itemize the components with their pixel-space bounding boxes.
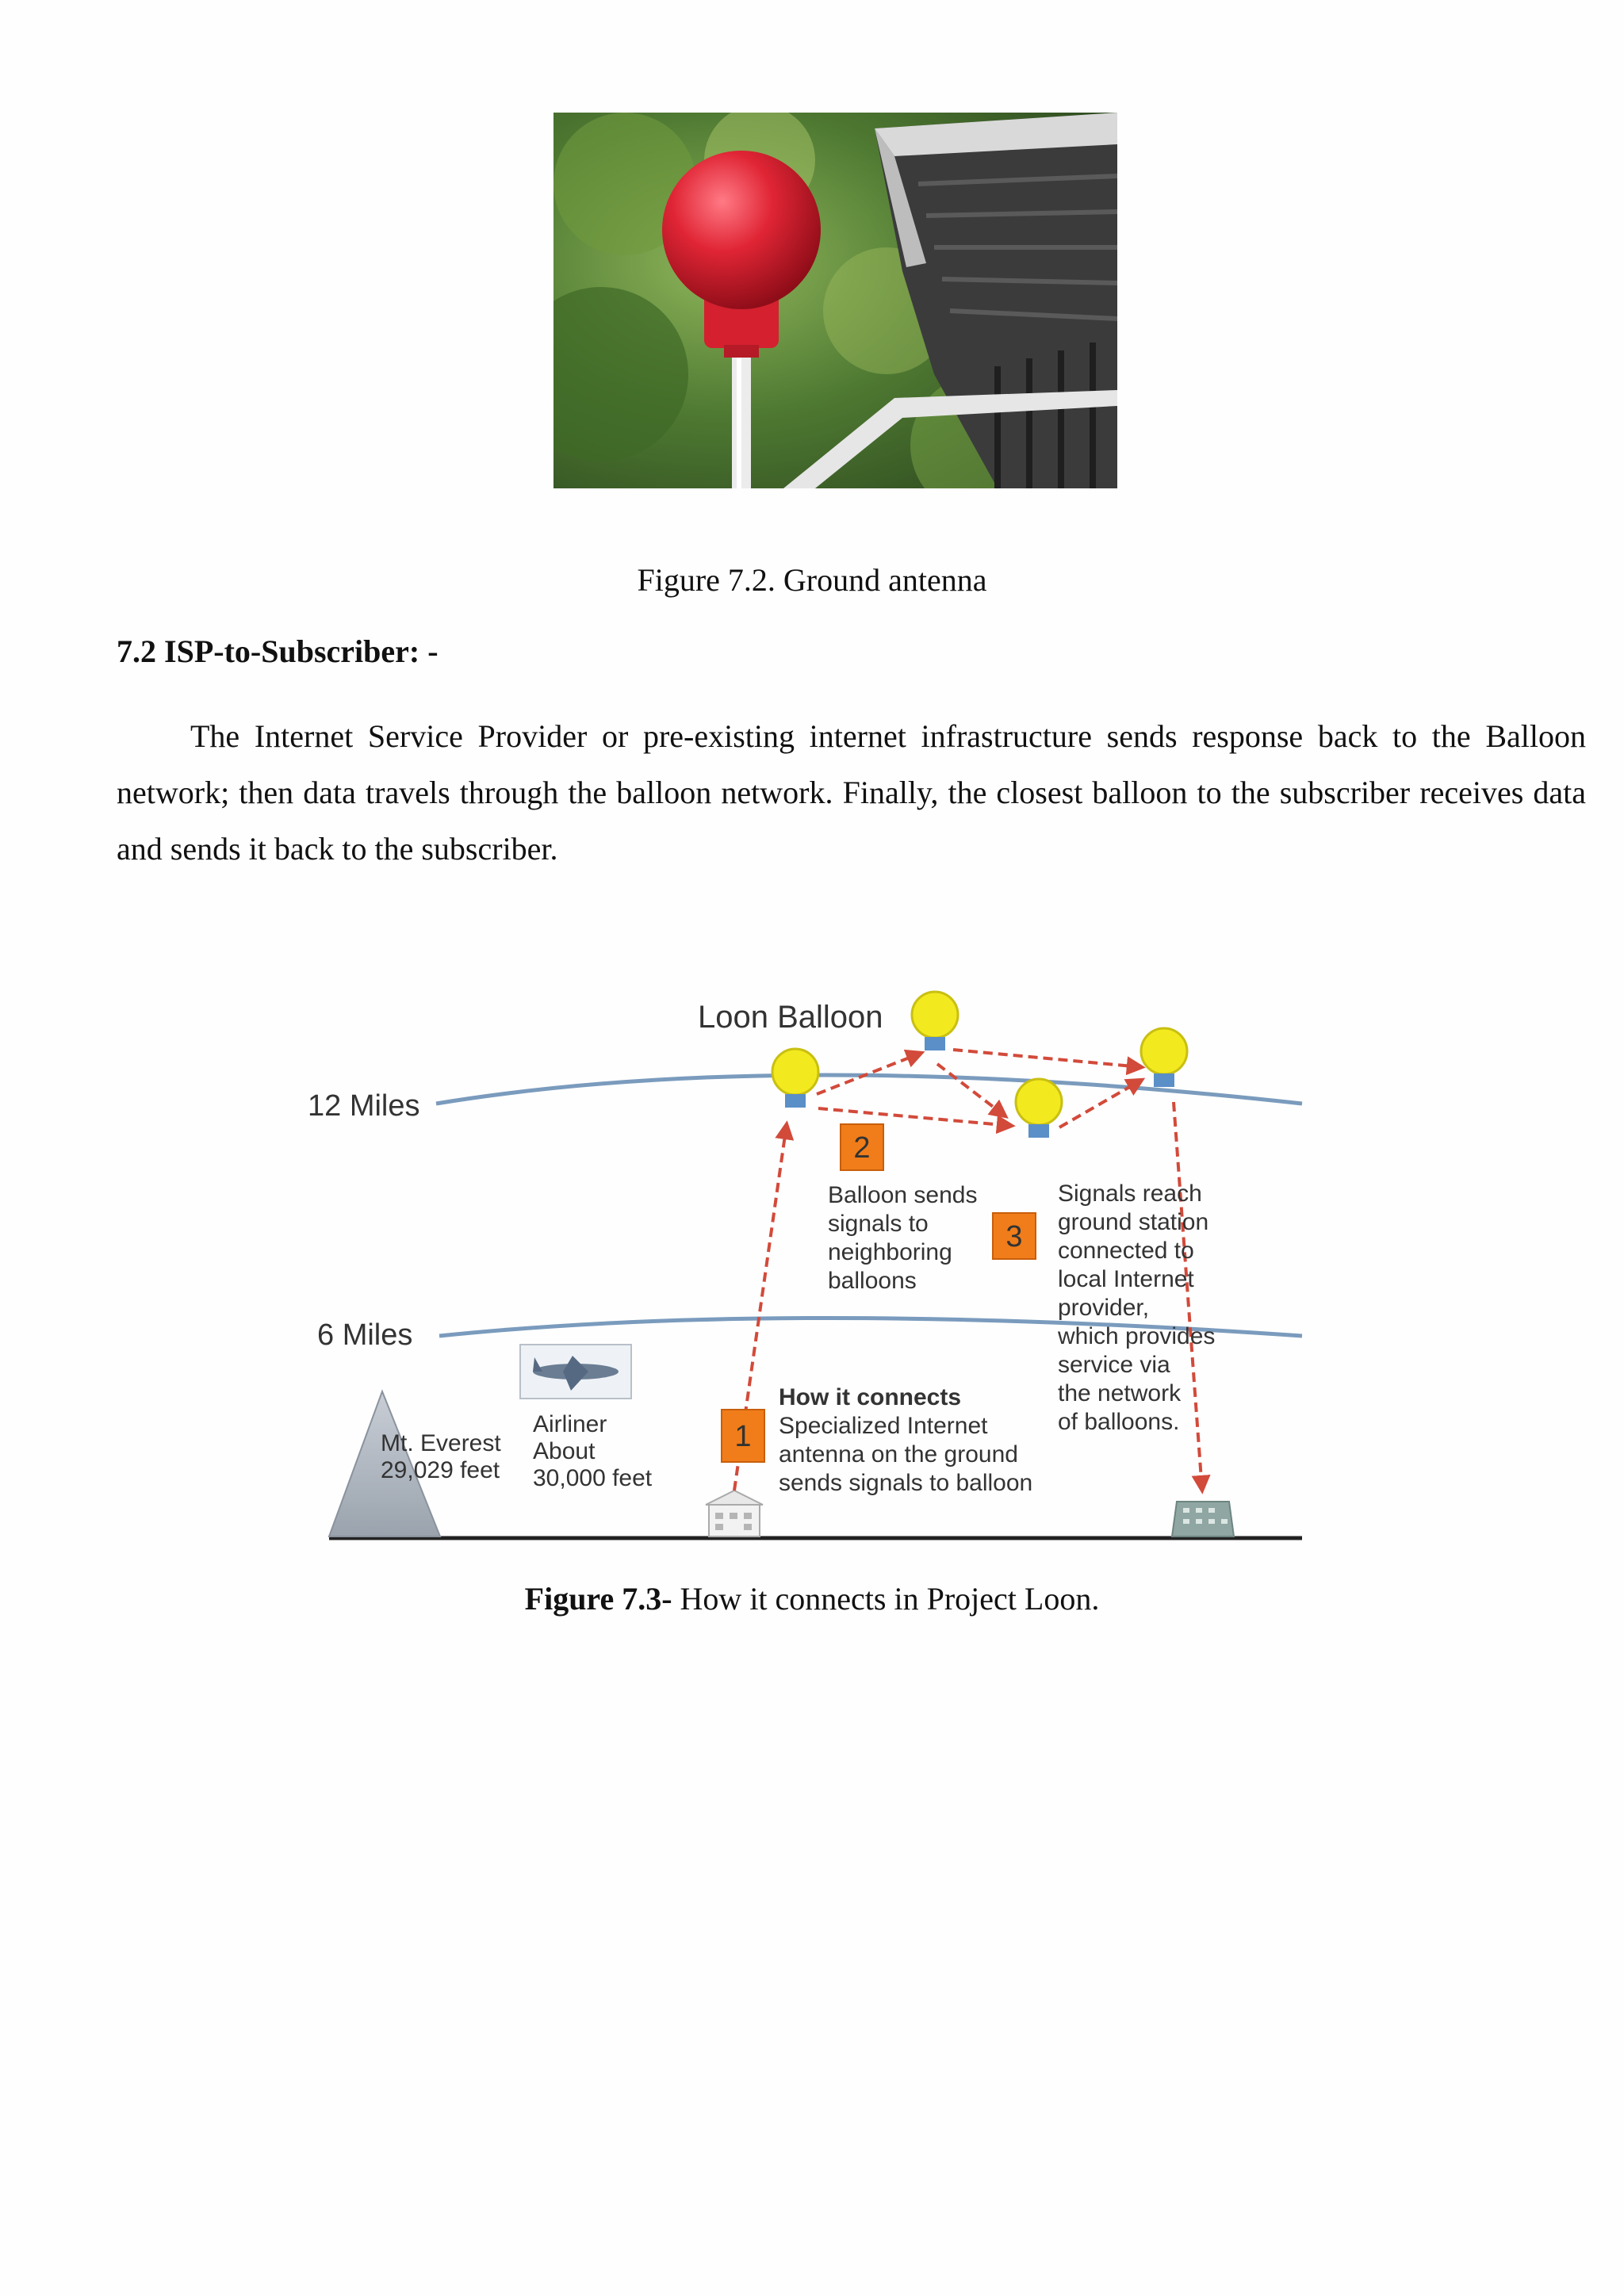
label-everest-name: Mt. Everest — [381, 1430, 501, 1456]
step-3-text: ground station — [1058, 1209, 1209, 1235]
step-2-text: Balloon sends — [828, 1182, 978, 1208]
step-3-text: Signals reach — [1058, 1181, 1202, 1207]
label-everest-height: 29,029 feet — [381, 1457, 500, 1483]
ground-station-icon — [1172, 1502, 1234, 1536]
step-1-text: antenna on the ground — [779, 1441, 1018, 1468]
balloon-icon — [1016, 1079, 1062, 1138]
step-3-text: which provides — [1058, 1323, 1216, 1349]
arrow-balloon2-to-balloon4 — [953, 1050, 1142, 1067]
step-2-text: neighboring — [828, 1239, 952, 1265]
figure-7-3-caption — [0, 1579, 1624, 1619]
section-heading: 7.2 ISP-to-Subscriber: - — [117, 633, 439, 669]
step-1-number: 1 — [734, 1420, 752, 1453]
balloon-icon — [912, 992, 958, 1050]
label-12-miles: 12 Miles — [308, 1089, 420, 1123]
step-1-text: sends signals to balloon — [779, 1470, 1033, 1496]
label-loon-balloon: Loon Balloon — [698, 1000, 883, 1035]
step-1-text: Specialized Internet — [779, 1413, 988, 1439]
step-2-number: 2 — [853, 1131, 871, 1165]
step-3-text: of balloons. — [1058, 1409, 1180, 1435]
step-3-text: local Internet — [1058, 1266, 1194, 1292]
figure-7-3-caption-label: Figure 7.3- — [524, 1581, 672, 1617]
project-loon-diagram — [293, 975, 1324, 1554]
figure-7-3-caption-text: How it connects in Project Loon. — [672, 1581, 1100, 1617]
step-3-text: connected to — [1058, 1238, 1194, 1264]
label-airliner-altitude: 30,000 feet — [533, 1465, 653, 1491]
section-paragraph: The Internet Service Provider or pre-existing internet infrastructure sends response back to the Balloon network; then data travels through the balloon network. Finally, the closest balloon to the subscriber receives data and sends it back to the subscriber. — [117, 718, 1586, 867]
label-airliner-about: About — [533, 1438, 596, 1464]
balloon-icon — [772, 1049, 818, 1108]
label-6-miles: 6 Miles — [317, 1318, 413, 1352]
step-2-text: signals to — [828, 1211, 929, 1237]
house-icon — [706, 1490, 763, 1536]
arrow-balloon2-to-balloon3 — [937, 1064, 1005, 1116]
step-3-text: service via — [1058, 1352, 1170, 1378]
ground-antenna-photo — [553, 113, 1117, 488]
step-3-text: the network — [1058, 1380, 1182, 1406]
arrow-balloon1-to-balloon3 — [818, 1108, 1012, 1126]
label-airliner: Airliner — [533, 1411, 607, 1437]
step-3-number: 3 — [1005, 1220, 1023, 1253]
balloon-icon — [1141, 1028, 1187, 1087]
step-1-title: How it connects — [779, 1384, 962, 1410]
step-3-text: provider, — [1058, 1295, 1150, 1321]
step-2-text: balloons — [828, 1268, 917, 1294]
figure-7-2-caption: Figure 7.2. Ground antenna — [637, 562, 987, 598]
airplane-icon — [520, 1345, 631, 1399]
